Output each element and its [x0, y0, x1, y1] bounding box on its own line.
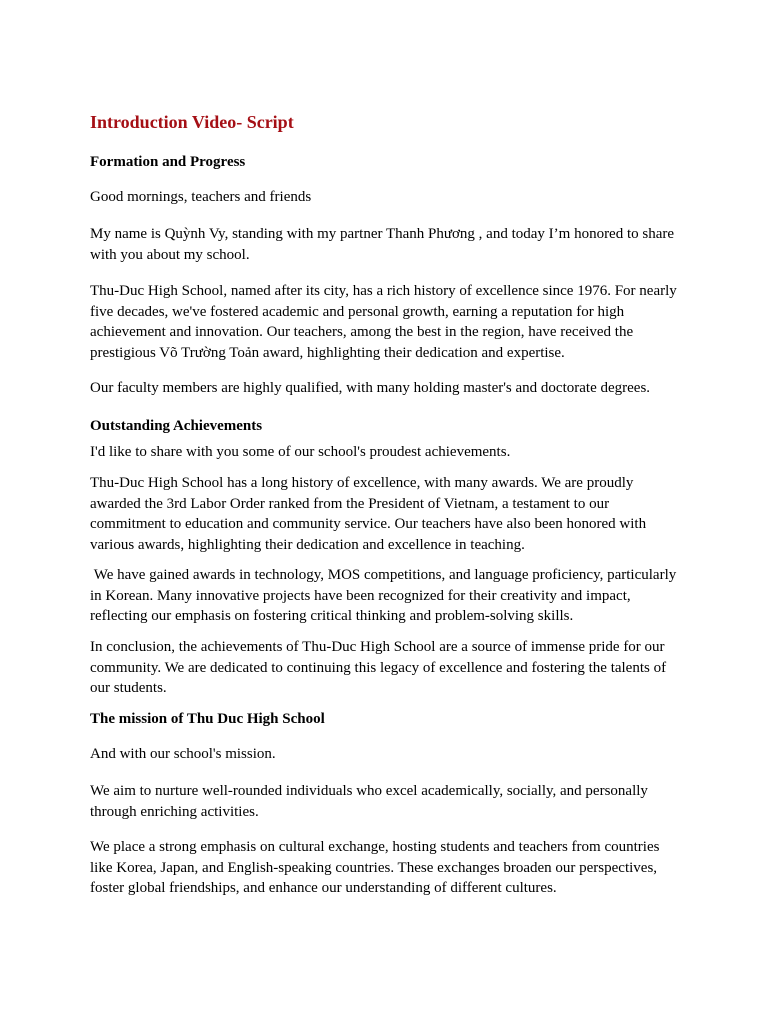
- section-heading-mission: The mission of Thu Duc High School: [90, 711, 325, 727]
- document-title: Introduction Video- Script: [90, 112, 294, 132]
- paragraph-conclusion: In conclusion, the achievements of Thu-Duc High School are a source of immense pride for our community. We are dedicated to continuing this legacy of excellence and fostering the talents of our students.: [90, 639, 667, 696]
- paragraph-mission-intro: And with our school's mission.: [90, 746, 276, 762]
- paragraph-cultural-exchange: We place a strong emphasis on cultural exchange, hosting students and teachers from countries like Korea, Japan, and English-speaking countries. These exchanges broaden our perspectives, foster global friendships, and enhance our understanding of different cultures.: [90, 839, 660, 896]
- section-heading-achievements: Outstanding Achievements: [90, 418, 263, 434]
- paragraph-achievements-intro: I'd like to share with you some of our school's proudest achievements.: [90, 444, 511, 460]
- paragraph-competitions: We have gained awards in technology, MOS competitions, and language proficiency, particularly in Korean. Many innovative projects have been recognized for their creativity and impact, reflecting our emphasis on fostering critical thinking and problem-solving skills.: [90, 567, 680, 624]
- paragraph-introduction: My name is Quỳnh Vy, standing with my partner Thanh Phương , and today I’m honored to share with you about my school.: [90, 226, 675, 263]
- paragraph-faculty: Our faculty members are highly qualified, with many holding master's and doctorate degrees.: [90, 380, 651, 396]
- paragraph-school-history: Thu-Duc High School, named after its city, has a rich history of excellence since 1976. For nearly five decades, we've fostered academic and personal growth, earning a reputation for high achievement and innovation. Our teachers, among the best in the region, have received the prestigious Võ Trường Toản award, highlighting their dedication and expertise.: [90, 283, 677, 361]
- paragraph-awards: Thu-Duc High School has a long history of excellence, with many awards. We are proudly awarded the 3rd Labor Order ranked from the President of Vietnam, a testament to our commitment to education and community service. Our teachers have also been honored with various awards, highlighting their dedication and excellence in teaching.: [90, 475, 647, 553]
- paragraph-mission-aim: We aim to nurture well-rounded individuals who excel academically, socially, and personally through enriching activities.: [90, 783, 648, 820]
- section-heading-formation: Formation and Progress: [90, 154, 246, 170]
- paragraph-greeting: Good mornings, teachers and friends: [90, 189, 312, 205]
